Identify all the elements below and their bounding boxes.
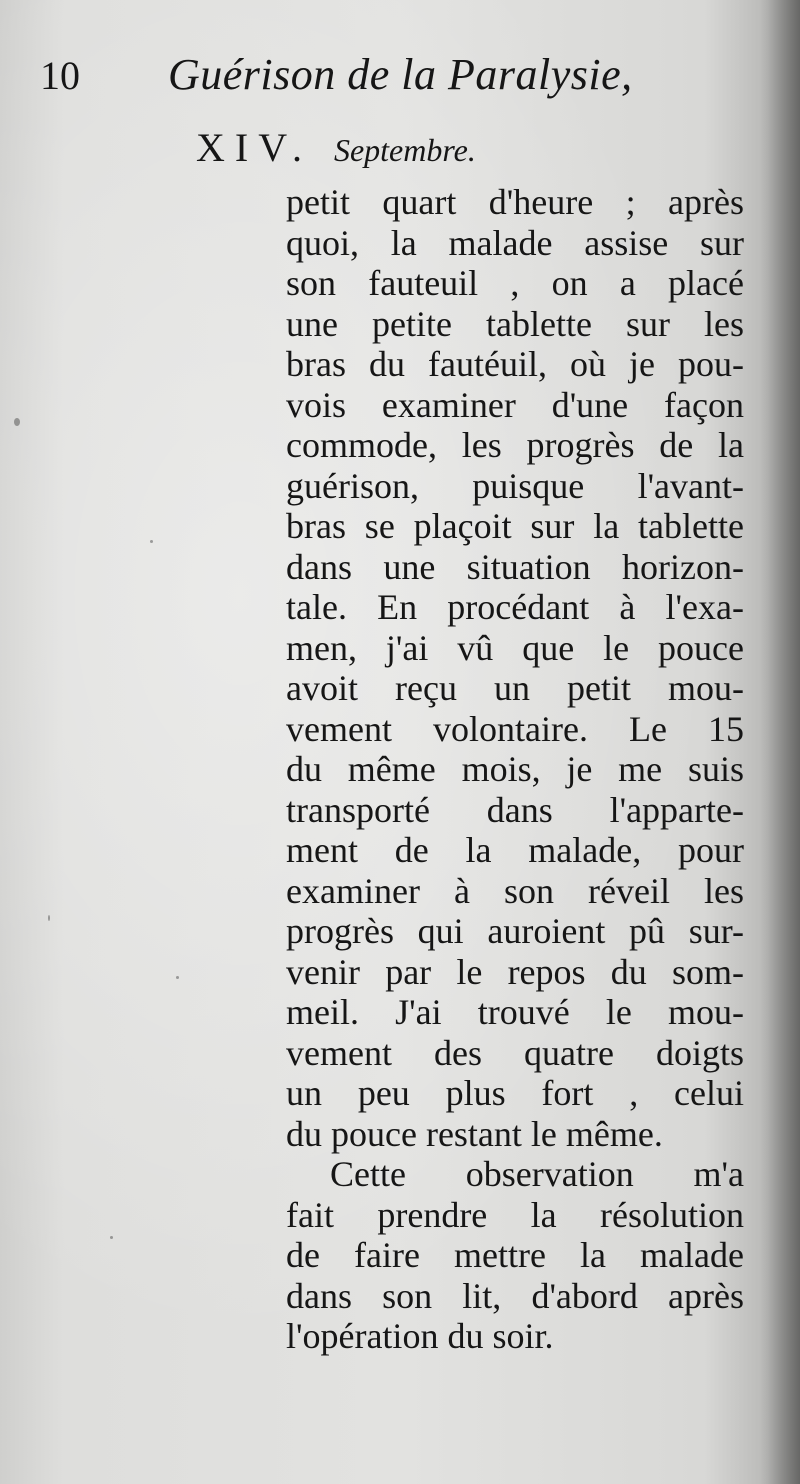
text-line: du pouce restant le même. <box>286 1113 663 1154</box>
text-line: dans son lit, d'abord après <box>286 1275 744 1316</box>
text-line: ment de la malade, pour <box>286 830 744 870</box>
paper-speck <box>176 976 179 979</box>
text-line: du même mois, je me suis <box>286 749 744 789</box>
text-line: bras du fautéuil, où je pou- <box>286 344 744 384</box>
text-line: examiner à son réveil les <box>286 870 744 911</box>
text-line: vois examiner d'une façon <box>286 384 744 425</box>
running-title: Guérison de la Paralysie, <box>168 50 633 99</box>
text-line: tale. En procédant à l'exa- <box>286 587 744 627</box>
page-header <box>30 46 650 106</box>
text-line: quoi, la malade assise sur <box>286 222 744 263</box>
text-line: vement des quatre doigts <box>286 1032 744 1073</box>
text-line: men, j'ai vû que le pouce <box>286 627 744 668</box>
text-line: de faire mettre la malade <box>286 1235 744 1275</box>
text-line: transporté dans l'apparte- <box>286 789 744 830</box>
text-line: bras se plaçoit sur la tablette <box>286 506 744 546</box>
paper-speck <box>14 418 20 426</box>
text-line: commode, les progrès de la <box>286 425 744 465</box>
text-line: venir par le repos du som- <box>286 951 744 992</box>
text-line: dans une situation horizon- <box>286 546 744 587</box>
text-line: une petite tablette sur les <box>286 303 744 344</box>
page-number: 10 <box>40 53 80 98</box>
text-line: fait prendre la résolution <box>286 1194 744 1235</box>
paper-speck <box>48 915 50 921</box>
text-line: meil. J'ai trouvé le mou- <box>286 992 744 1032</box>
text-line: avoit reçu un petit mou- <box>286 668 744 708</box>
text-line: vement volontaire. Le 15 <box>286 708 744 749</box>
text-line: un peu plus fort , celui <box>286 1073 744 1113</box>
paper-speck <box>150 540 153 543</box>
text-line-paragraph-end: l'opération du soir. <box>286 1316 554 1356</box>
text-line: son fauteuil , on a placé <box>286 263 744 303</box>
paper-speck <box>110 1236 113 1239</box>
marginal-day-numeral: XIV. <box>196 125 312 170</box>
text-line: progrès qui auroient pû sur- <box>286 911 744 951</box>
marginal-date-note <box>196 124 476 174</box>
text-line-paragraph-start: Cette observation m'a <box>330 1154 744 1194</box>
text-line: guérison, puisque l'avant- <box>286 465 744 506</box>
text-line: petit quart d'heure ; après <box>286 182 744 222</box>
binding-shadow <box>760 0 800 1484</box>
marginal-month: Septembre. <box>333 132 476 168</box>
body-text <box>286 182 744 1357</box>
